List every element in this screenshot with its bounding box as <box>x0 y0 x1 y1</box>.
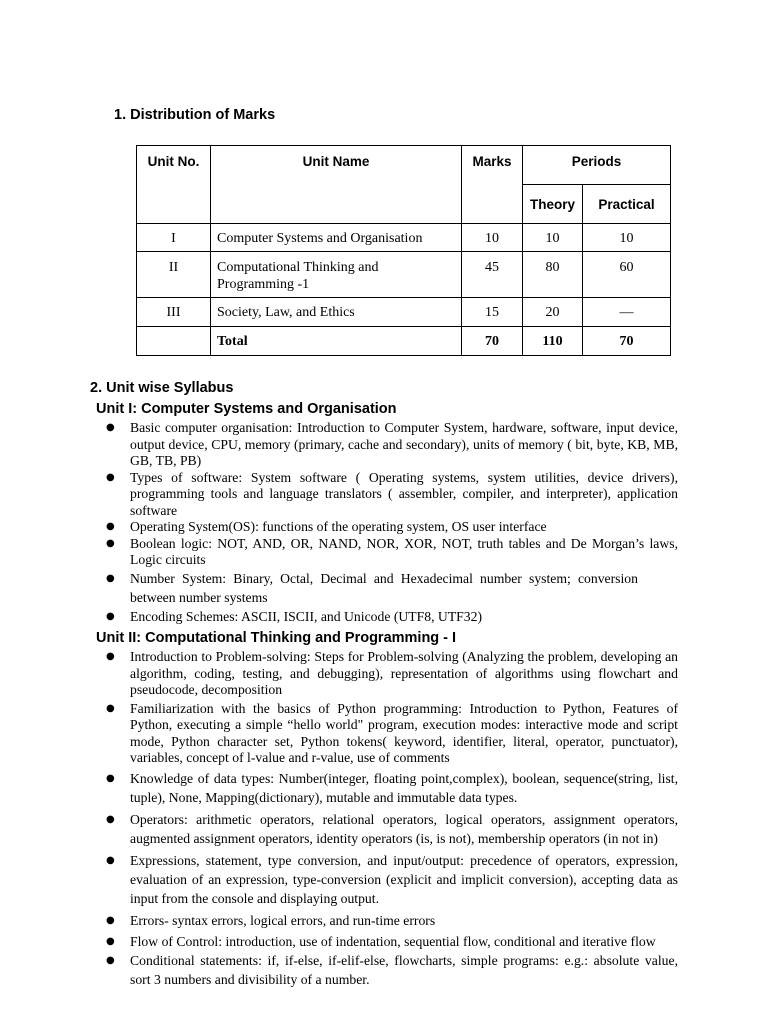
list-item-text: Number System: Binary, Octal, Decimal and Hexadecimal number system; conversion between number systems <box>130 570 638 605</box>
cell-theory: 10 <box>523 224 583 252</box>
list-item <box>106 536 678 569</box>
cell-practical: — <box>583 298 671 327</box>
list-item <box>106 649 678 699</box>
list-item-text: Encoding Schemes: ASCII, ISCII, and Unicode (UTF8, UTF32) <box>130 608 483 624</box>
cell-unit-no: I <box>137 224 211 252</box>
list-item <box>106 609 678 626</box>
list-item-text: Boolean logic: NOT, AND, OR, NAND, NOR, XOR, NOT, truth tables and De Morgan’s laws, Logic circuits <box>130 535 678 567</box>
list-item-text: Basic computer organisation: Introduction to Computer System, hardware, software, input device, output device, CPU, memory (primary, cache and secondary), units of memory ( bit, byte, KB, MB, GB, TB, PB) <box>130 420 678 468</box>
total-label: Total <box>211 327 462 356</box>
table-row <box>137 252 671 298</box>
bullet-icon: ● <box>106 935 115 947</box>
list-item-text: Types of software: System software ( Operating systems, system utilities, device drivers), programming tools and language translators ( assembler, compiler, and interpreter), application software <box>130 469 678 518</box>
bullet-icon: ● <box>106 422 115 433</box>
list-item <box>106 519 678 536</box>
bullet-icon: ● <box>106 471 115 483</box>
bullet-icon: ● <box>106 521 115 532</box>
list-item-text: Introduction to Problem-solving: Steps for Problem-solving (Analyzing the problem, developing an algorithm, coding, testing, and debugging), representation of algorithms using flowchart and pseudocode, decomposition <box>130 649 678 697</box>
bullet-icon: ● <box>106 854 115 866</box>
bullet-icon: ● <box>106 772 115 784</box>
bullet-icon: ● <box>106 651 115 662</box>
list-item <box>106 810 678 848</box>
section-distribution-title: 1. Distribution of Marks <box>114 107 276 123</box>
cell-practical: 60 <box>583 252 671 298</box>
section-syllabus-title: 2. Unit wise Syllabus <box>90 380 234 396</box>
header-theory: Theory <box>523 185 583 224</box>
bullet-icon: ● <box>106 813 115 825</box>
total-practical: 70 <box>583 327 671 356</box>
list-item <box>106 851 678 908</box>
cell-empty <box>137 327 211 356</box>
unit-1-topic-list <box>106 420 678 625</box>
list-item <box>106 701 678 767</box>
cell-unit-name: Society, Law, and Ethics <box>211 298 462 327</box>
list-item-text: Operators: arithmetic operators, relational operators, logical operators, assignment operators, augmented assignment operators, identity operators (is, is not), membership operators (in not in) <box>130 811 678 846</box>
table-row <box>137 298 671 327</box>
unit-1-title: Unit I: Computer Systems and Organisation <box>96 401 397 417</box>
cell-theory: 20 <box>523 298 583 327</box>
list-item <box>106 569 678 607</box>
table-row <box>137 224 671 252</box>
header-marks: Marks <box>462 146 523 224</box>
total-theory: 110 <box>523 327 583 356</box>
list-item-text: Expressions, statement, type conversion, and input/output: precedence of operators, expression, evaluation of an expression, type-conversion (explicit and implicit conversion), accepting data as input from the console and displaying output. <box>130 852 678 906</box>
unit-2-title: Unit II: Computational Thinking and Programming - I <box>96 630 457 646</box>
bullet-icon: ● <box>106 537 115 549</box>
list-item-text: Knowledge of data types: Number(integer, floating point,complex), boolean, sequence(string, list, tuple), None, Mapping(dictionary), mutable and immutable data types. <box>130 770 678 805</box>
marks-table <box>136 145 671 356</box>
header-periods: Periods <box>523 146 671 185</box>
list-item <box>106 470 678 520</box>
list-item <box>106 911 678 930</box>
list-item-text: Errors- syntax errors, logical errors, and run-time errors <box>130 912 436 928</box>
cell-unit-no: III <box>137 298 211 327</box>
cell-marks: 45 <box>462 252 523 298</box>
table-header-row <box>137 146 671 185</box>
cell-marks: 15 <box>462 298 523 327</box>
list-item-text: Familiarization with the basics of Python programming: Introduction to Python, Features of Python, executing a simple “hello world" program, execution modes: interactive mode and script mode, Python character set, Python tokens( keyword, identifier, literal, operator, punctuator), variables, concept of l-value and r-value, use of comments <box>130 700 678 765</box>
list-item <box>106 951 678 989</box>
cell-unit-name: Computer Systems and Organisation <box>211 224 462 252</box>
cell-unit-no: II <box>137 252 211 298</box>
list-item-text: Operating System(OS): functions of the operating system, OS user interface <box>130 519 547 534</box>
cell-unit-name: Computational Thinking and Programming -1 <box>211 252 462 298</box>
cell-marks: 10 <box>462 224 523 252</box>
total-marks: 70 <box>462 327 523 356</box>
bullet-icon: ● <box>106 954 115 966</box>
list-item-text: Conditional statements: if, if-else, if-elif-else, flowcharts, simple programs: e.g.: absolute value, sort 3 numbers and divisibility of a number. <box>130 952 678 987</box>
header-practical: Practical <box>583 185 671 224</box>
header-unit-no: Unit No. <box>137 146 211 224</box>
table-total-row <box>137 327 671 356</box>
cell-practical: 10 <box>583 224 671 252</box>
list-item <box>106 932 678 951</box>
bullet-icon: ● <box>106 572 115 584</box>
header-unit-name: Unit Name <box>211 146 462 224</box>
bullet-icon: ● <box>106 610 115 622</box>
list-item-text: Flow of Control: introduction, use of indentation, sequential flow, conditional and iterative flow <box>130 933 656 949</box>
list-item <box>106 769 678 807</box>
bullet-icon: ● <box>106 914 115 926</box>
cell-theory: 80 <box>523 252 583 298</box>
bullet-icon: ● <box>106 702 115 714</box>
list-item <box>106 420 678 470</box>
unit-2-topic-list <box>106 649 678 989</box>
